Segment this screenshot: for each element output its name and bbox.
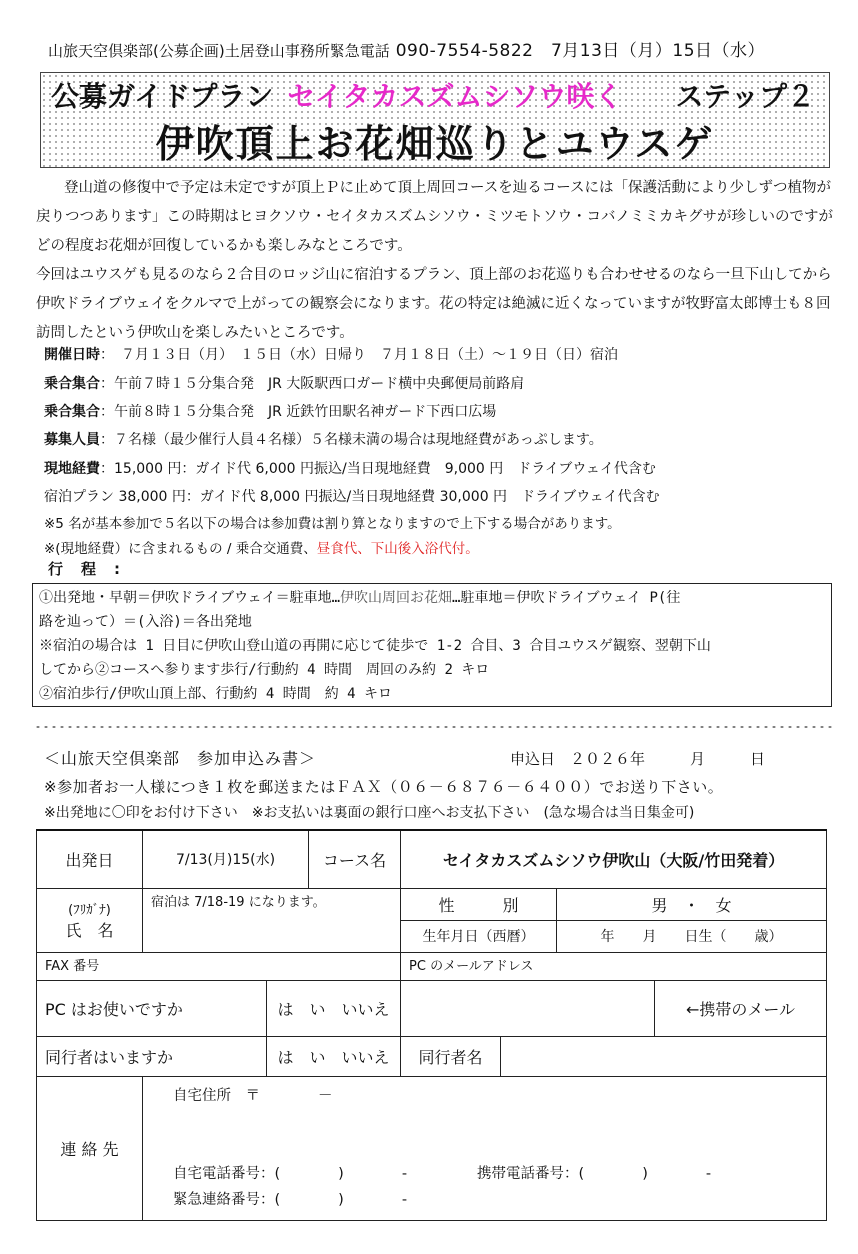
meeting-1-value: ：午前７時１５分集合発 JR 大阪駅西口ガード横中央郵便局前路肩: [100, 376, 525, 392]
meeting-2-label: 乗合集合: [44, 404, 100, 420]
form-note-payment: ※出発地に〇印をお付け下さい ※お支払いは裏面の銀行口座へお支払下さい (急な場合は当日集金可): [44, 805, 695, 821]
meeting-2-value: ：午前８時１５分集合発 JR 近鉄竹田駅名神ガード下西口広場: [100, 404, 497, 420]
birthdate-label: 生年月日（西暦）: [401, 920, 557, 952]
capacity-label: 募集人員: [44, 432, 100, 448]
name-label-cell: [37, 888, 143, 952]
companion-question: 同行者はいますか: [37, 1036, 267, 1076]
companion-name-field[interactable]: [501, 1036, 827, 1076]
pc-use-choice[interactable]: は い いいえ: [267, 980, 401, 1036]
sex-choice[interactable]: 男 ・ 女: [557, 888, 827, 920]
description-paragraph-1: 登山道の修復中で予定は未定ですが頂上Ｐに止めて頂上周回コースを辿るコースには「保護活動により少しずつ植物が戻りつつあります」この時期はヒヨクソウ・セイタカスズムシソウ・ミツモトソウ・コバノミミカキグサが珍しいのですがどの程度お花畑が回復しているかも楽しみなところです。: [36, 180, 834, 254]
itinerary-box: [32, 583, 832, 707]
description: [36, 174, 836, 348]
itinerary-label: 行程:: [48, 560, 138, 578]
cost-label: 現地経費: [44, 461, 100, 477]
cost-value: ：15,000 円：ガイド代 6,000 円振込/当日現地経費 9,000 円 ドライブウェイ代含む: [100, 461, 656, 477]
name-field[interactable]: [143, 888, 401, 952]
mobile-phone[interactable]: 携帯電話番号：( ) -: [477, 1165, 712, 1182]
header-line: [48, 36, 765, 61]
page-title: 伊吹頂上お花畑巡りとユウスゲ: [155, 122, 715, 166]
furigana-label: (ﾌﾘｶﾞﾅ): [68, 903, 111, 918]
included-items-red: 昼食代、下山後入浴代付。: [316, 541, 479, 557]
fax-label: FAX 番号: [45, 958, 100, 974]
pc-use-label: PC はお使いですか: [37, 980, 267, 1036]
included-items: ※(現地経費）に含まれるもの / 乗合交通費、: [44, 541, 317, 557]
flower-highlight: セイタカスズムシソウ咲く: [287, 80, 623, 113]
phone-and-dates: 090-7554-5822 7月13日（月）15日（水）: [395, 41, 766, 61]
sex-label: 性 別: [401, 888, 557, 920]
name-label: 氏 名: [65, 921, 114, 940]
pc-email-field[interactable]: [401, 952, 827, 980]
info-stay-plan: 宿泊プラン 38,000 円：ガイド代 8,000 円振込/当日現地経費 30,000 円 ドライブウェイ代含む: [44, 489, 660, 505]
meeting-1-label: 乗合集合: [44, 376, 100, 392]
info-meeting-2: [44, 401, 496, 421]
title-banner: [40, 72, 830, 168]
birthdate-field[interactable]: 年 月 日生（ 歳）: [557, 920, 827, 952]
info-capacity: [44, 429, 603, 449]
guide-plan-label: 公募ガイドプラン: [51, 80, 274, 113]
description-paragraph-2: 今回はユウスゲも見るのなら２合目のロッジ山に宿泊するプラン、頂上部のお花巡りも合わせせるのなら一旦下山してから伊吹ドライブウェイをクルマで上がっての観察会になります。花の特定は絶滅に近くなっていますが牧野富太郎博士も８回訪問したという伊吹山を楽しみたいところです。: [36, 267, 832, 341]
course-label: コース名: [309, 830, 401, 888]
emergency-phone[interactable]: 緊急連絡番号：( ) -: [173, 1191, 408, 1208]
info-note-a: ※5 名が基本参加で５名以下の場合は参加費は割り算となりますので上下する場合があります。: [44, 516, 621, 532]
info-cost: [44, 458, 656, 478]
departure-value[interactable]: 7/13(月)15(水): [143, 830, 309, 888]
organizer-text: 山旅天空倶楽部(公募企画)土居登山事務所緊急電話: [48, 42, 390, 60]
mobile-email-label: ←携帯のメール: [655, 980, 827, 1036]
itinerary-line-1c: …駐車地＝伊吹ドライブウェイ P(往: [452, 590, 681, 606]
itinerary-line-4: してから②コースへ参ります歩行/行動約 4 時間 周回のみ約 2 キロ: [39, 662, 490, 678]
banner-subtitle: [51, 75, 623, 115]
home-address[interactable]: 自宅住所 〒 －: [173, 1087, 333, 1104]
step-label: ステップ２: [675, 80, 815, 113]
phone-row: [173, 1161, 818, 1187]
itinerary-line-5: ②宿泊歩行/伊吹山頂上部、行動約 4 時間 約 4 キロ: [39, 686, 392, 702]
itinerary-line-1a: ①出発地・早朝＝伊吹ドライブウェイ＝駐車地…: [39, 590, 341, 606]
contact-fields[interactable]: [143, 1076, 827, 1220]
companion-choice[interactable]: は い いいえ: [267, 1036, 401, 1076]
dates-label: 開催日時: [44, 347, 100, 363]
itinerary-line-3: ※宿泊の場合は 1 日目に伊吹山登山道の再開に応じて徒歩で 1-2 合目、3 合目ユウスゲ観察、翌朝下山: [39, 638, 711, 654]
mobile-email-field[interactable]: [401, 980, 655, 1036]
departure-label: 出発日: [37, 830, 143, 888]
application-date[interactable]: 申込日 ２０２６年 月 日: [510, 750, 766, 768]
dates-value: ： ７月１３日（月） １５日（水）日帰り ７月１８日（土）～１９日（日）宿泊: [100, 347, 618, 363]
form-note-mail-fax: ※参加者お一人様につき１枚を郵送またはＦＡＸ（０６－６８７６－６４００）でお送り下さい。: [44, 778, 724, 796]
home-phone[interactable]: 自宅電話番号：( ) -: [173, 1165, 408, 1182]
stay-note: 宿泊は 7/18-19 になります。: [151, 894, 326, 910]
companion-name-label: 同行者名: [401, 1036, 501, 1076]
application-form: [36, 829, 827, 1221]
info-note-b: [44, 537, 479, 557]
itinerary-line-1: [39, 586, 825, 610]
course-value: セイタカスズムシソウ伊吹山（大阪/竹田発着）: [401, 830, 827, 888]
form-title: ＜山旅天空倶楽部 参加申込み書＞: [44, 749, 317, 768]
itinerary-line-1b: 伊吹山周回お花畑: [340, 590, 453, 606]
cut-line-divider: [34, 725, 834, 729]
info-dates: [44, 344, 618, 364]
fax-field[interactable]: [37, 952, 401, 980]
itinerary-line-2: 路を辿って）＝(入浴)＝各出発地: [39, 614, 252, 630]
capacity-value: ：７名様（最少催行人員４名様）５名様未満の場合は現地経費があっぷします。: [100, 432, 603, 448]
info-meeting-1: [44, 373, 524, 393]
pc-email-label: PC のメールアドレス: [409, 958, 534, 974]
contact-label: 連 絡 先: [37, 1076, 143, 1220]
